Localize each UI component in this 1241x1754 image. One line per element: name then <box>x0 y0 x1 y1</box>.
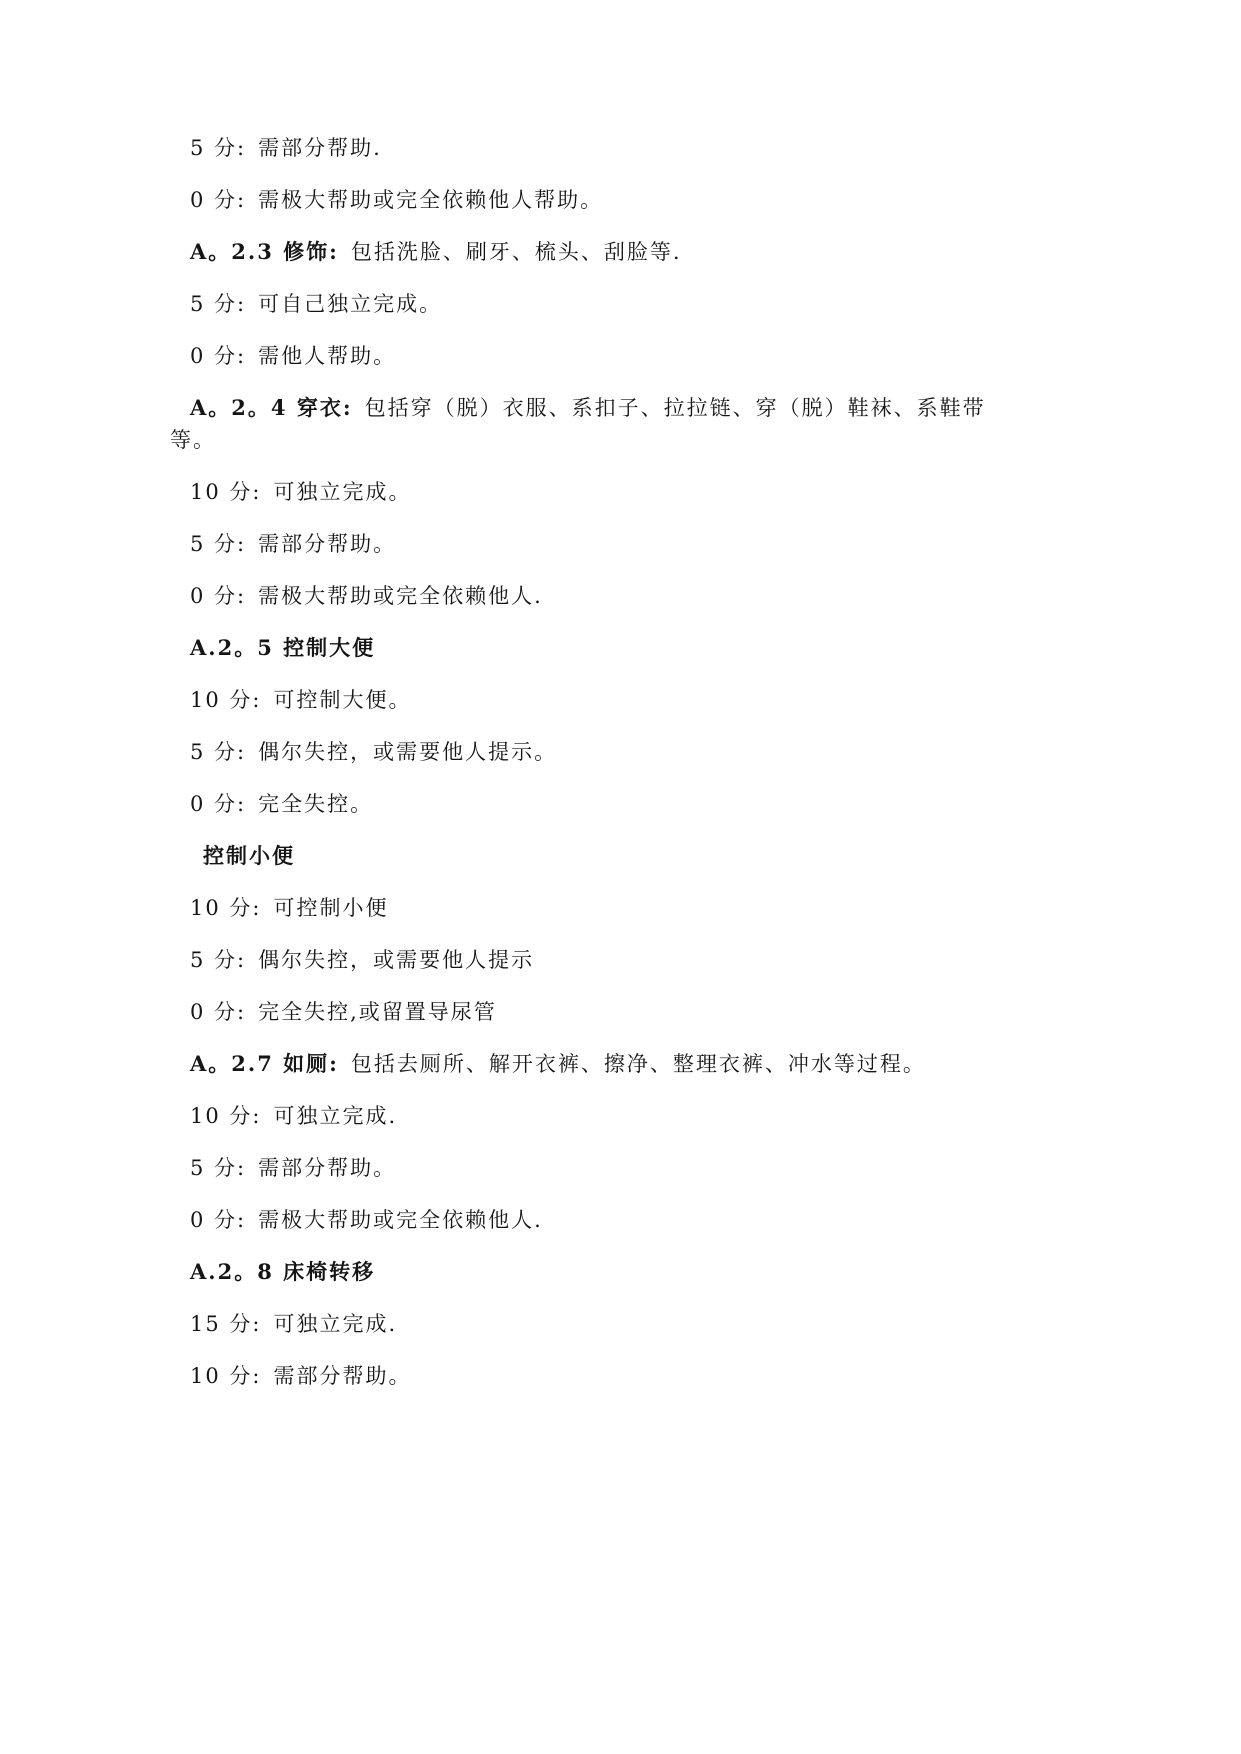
score-label: 5 分: <box>190 740 247 764</box>
score-line <box>170 684 1241 716</box>
score-description: 完全失控,或留置导尿管 <box>258 1000 497 1024</box>
score-label: 0 分: <box>190 1000 247 1024</box>
score-description: 偶尔失控，或需要他人提示 <box>258 948 535 972</box>
section-label: A。2.3 修饰: <box>190 239 339 264</box>
score-line <box>170 1308 1241 1340</box>
score-line <box>170 340 1241 372</box>
score-label: 0 分: <box>190 792 247 816</box>
score-label: 5 分: <box>190 948 247 972</box>
score-line <box>170 528 1241 560</box>
score-label: 0 分: <box>190 188 247 212</box>
section-label: A.2。5 控制大便 <box>190 635 376 660</box>
score-description: 需部分帮助。 <box>273 1364 412 1388</box>
section-label: A。2.7 如厕: <box>190 1051 339 1076</box>
section-label: A.2。8 床椅转移 <box>190 1259 376 1284</box>
score-description: 需他人帮助。 <box>258 344 397 368</box>
section-heading <box>170 1048 1241 1080</box>
score-description: 可自己独立完成。 <box>258 292 443 316</box>
score-label: 10 分: <box>190 688 262 712</box>
score-description: 需极大帮助或完全依赖他人. <box>258 1208 543 1232</box>
score-description: 需极大帮助或完全依赖他人帮助。 <box>258 188 604 212</box>
section-description: 包括穿（脱）衣服、系扣子、拉拉链、穿（脱）鞋袜、系鞋带 <box>364 396 986 420</box>
section-heading <box>170 840 1241 872</box>
score-line <box>170 1100 1241 1132</box>
score-line <box>170 788 1241 820</box>
score-description: 需部分帮助。 <box>258 1156 397 1180</box>
score-label: 0 分: <box>190 344 247 368</box>
score-description: 需部分帮助。 <box>258 532 397 556</box>
section-heading <box>170 236 1241 268</box>
score-description: 可独立完成. <box>273 1312 398 1336</box>
score-line <box>170 580 1241 612</box>
score-label: 10 分: <box>190 896 262 920</box>
section-description-continued: 等。 <box>170 428 216 452</box>
score-label: 0 分: <box>190 1208 247 1232</box>
score-label: 10 分: <box>190 1104 262 1128</box>
score-line <box>170 1204 1241 1236</box>
score-label: 5 分: <box>190 136 247 160</box>
section-heading <box>170 1256 1241 1288</box>
score-line <box>170 944 1241 976</box>
score-label: 5 分: <box>190 292 247 316</box>
score-line <box>170 1360 1241 1392</box>
section-description: 包括洗脸、刷牙、梳头、刮脸等. <box>350 240 682 264</box>
score-line <box>170 736 1241 768</box>
section-heading <box>170 632 1241 664</box>
score-description: 需极大帮助或完全依赖他人. <box>258 584 543 608</box>
score-label: 5 分: <box>190 1156 247 1180</box>
score-label: 5 分: <box>190 532 247 556</box>
score-label: 10 分: <box>190 1364 262 1388</box>
score-line <box>170 132 1241 164</box>
score-line <box>170 892 1241 924</box>
score-label: 15 分: <box>190 1312 262 1336</box>
score-description: 可独立完成. <box>273 1104 398 1128</box>
section-description: 包括去厕所、解开衣裤、擦净、整理衣裤、冲水等过程。 <box>350 1052 926 1076</box>
score-description: 可控制小便 <box>273 896 389 920</box>
section-label: 控制小便 <box>203 843 295 868</box>
score-line <box>170 996 1241 1028</box>
score-description: 可独立完成。 <box>273 480 412 504</box>
score-label: 0 分: <box>190 584 247 608</box>
score-line <box>170 476 1241 508</box>
score-line <box>170 184 1241 216</box>
score-description: 可控制大便。 <box>273 688 412 712</box>
score-label: 10 分: <box>190 480 262 504</box>
section-heading <box>170 392 1241 456</box>
score-line <box>170 288 1241 320</box>
score-line <box>170 1152 1241 1184</box>
section-label: A。2。4 穿衣: <box>190 395 353 420</box>
score-description: 完全失控。 <box>258 792 374 816</box>
score-description: 需部分帮助. <box>258 136 382 160</box>
score-description: 偶尔失控，或需要他人提示。 <box>258 740 558 764</box>
